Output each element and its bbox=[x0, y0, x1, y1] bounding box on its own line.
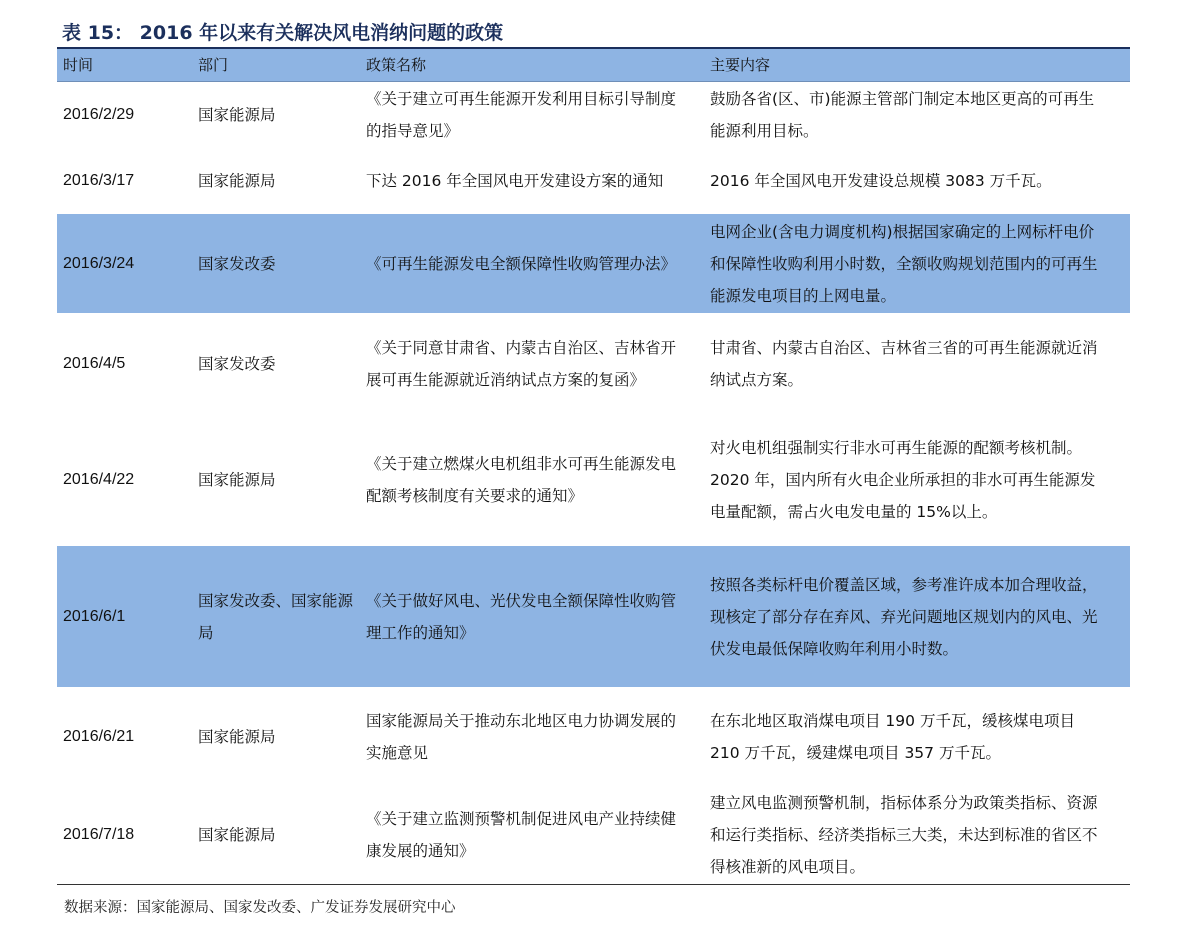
cell-date: 2016/3/17 bbox=[57, 148, 190, 214]
cell-dept: 国家发改委 bbox=[190, 214, 358, 314]
cell-policy: 下达 2016 年全国风电开发建设方案的通知 bbox=[358, 148, 702, 214]
header-date: 时间 bbox=[57, 49, 190, 82]
cell-dept: 国家能源局 bbox=[190, 414, 358, 546]
cell-policy: 《关于做好风电、光伏发电全额保障性收购管理工作的通知》 bbox=[358, 546, 702, 688]
table-row bbox=[57, 82, 1130, 148]
bottom-rule bbox=[57, 884, 1130, 885]
cell-date: 2016/4/22 bbox=[57, 414, 190, 546]
cell-policy: 国家能源局关于推动东北地区电力协调发展的实施意见 bbox=[358, 688, 702, 786]
cell-policy: 《关于同意甘肃省、内蒙古自治区、吉林省开展可再生能源就近消纳试点方案的复函》 bbox=[358, 314, 702, 414]
cell-policy: 《关于建立监测预警机制促进风电产业持续健康发展的通知》 bbox=[358, 786, 702, 884]
cell-content: 建立风电监测预警机制，指标体系分为政策类指标、资源和运行类指标、经济类指标三大类，未达到标准的省区不得核准新的风电项目。 bbox=[702, 786, 1130, 884]
table-row bbox=[57, 214, 1130, 314]
cell-date: 2016/6/1 bbox=[57, 546, 190, 688]
cell-policy: 《关于建立可再生能源开发利用目标引导制度的指导意见》 bbox=[358, 82, 702, 148]
header-content: 主要内容 bbox=[702, 49, 1130, 82]
cell-dept: 国家发改委 bbox=[190, 314, 358, 414]
cell-content: 在东北地区取消煤电项目 190 万千瓦，缓核煤电项目 210 万千瓦，缓建煤电项目 357 万千瓦。 bbox=[702, 688, 1130, 786]
cell-content: 甘肃省、内蒙古自治区、吉林省三省的可再生能源就近消纳试点方案。 bbox=[702, 314, 1130, 414]
table-title: 表 15： 2016 年以来有关解决风电消纳问题的政策 bbox=[62, 22, 504, 44]
cell-content: 对火电机组强制实行非水可再生能源的配额考核机制。2020 年，国内所有火电企业所承担的非水可再生能源发电量配额，需占火电发电量的 15%以上。 bbox=[702, 414, 1130, 546]
cell-content: 电网企业(含电力调度机构)根据国家确定的上网标杆电价和保障性收购利用小时数，全额收购规划范围内的可再生能源发电项目的上网电量。 bbox=[702, 214, 1130, 314]
table-row bbox=[57, 414, 1130, 546]
table-row bbox=[57, 688, 1130, 786]
cell-date: 2016/6/21 bbox=[57, 688, 190, 786]
policy-table bbox=[57, 49, 1130, 884]
header-policy: 政策名称 bbox=[358, 49, 702, 82]
cell-date: 2016/3/24 bbox=[57, 214, 190, 314]
cell-content: 鼓励各省(区、市)能源主管部门制定本地区更高的可再生能源利用目标。 bbox=[702, 82, 1130, 148]
header-dept: 部门 bbox=[190, 49, 358, 82]
cell-content: 2016 年全国风电开发建设总规模 3083 万千瓦。 bbox=[702, 148, 1130, 214]
cell-date: 2016/2/29 bbox=[57, 82, 190, 148]
cell-date: 2016/7/18 bbox=[57, 786, 190, 884]
table-row bbox=[57, 546, 1130, 688]
cell-policy: 《关于建立燃煤火电机组非水可再生能源发电配额考核制度有关要求的通知》 bbox=[358, 414, 702, 546]
cell-dept: 国家能源局 bbox=[190, 688, 358, 786]
table-row bbox=[57, 148, 1130, 214]
cell-policy: 《可再生能源发电全额保障性收购管理办法》 bbox=[358, 214, 702, 314]
cell-dept: 国家发改委、国家能源局 bbox=[190, 546, 358, 688]
table-row bbox=[57, 314, 1130, 414]
source-note: 数据来源：国家能源局、国家发改委、广发证券发展研究中心 bbox=[64, 900, 456, 916]
cell-dept: 国家能源局 bbox=[190, 148, 358, 214]
cell-dept: 国家能源局 bbox=[190, 786, 358, 884]
cell-date: 2016/4/5 bbox=[57, 314, 190, 414]
table-row bbox=[57, 786, 1130, 884]
cell-dept: 国家能源局 bbox=[190, 82, 358, 148]
header-row bbox=[57, 49, 1130, 82]
cell-content: 按照各类标杆电价覆盖区域，参考准许成本加合理收益，现核定了部分存在弃风、弃光问题地区规划内的风电、光伏发电最低保障收购年利用小时数。 bbox=[702, 546, 1130, 688]
